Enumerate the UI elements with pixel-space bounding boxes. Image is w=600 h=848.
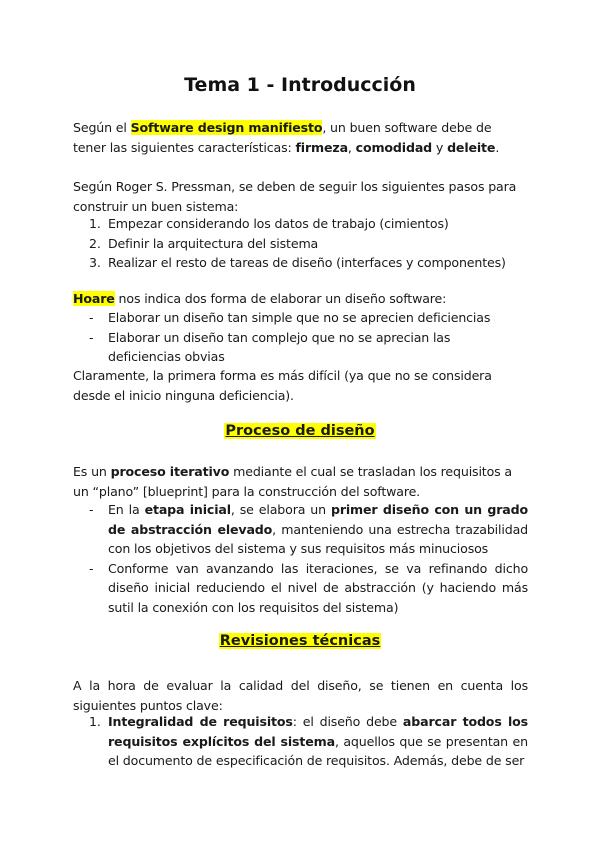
proceso-list [89,500,529,617]
text: nos indica dos forma de elaborar un diseño software: [114,291,447,306]
bold-abarcar-requisitos: abarcar todos los requisitos explícitos del sistema [108,714,528,749]
list-item [89,253,548,273]
paragraph-manifesto [73,118,528,157]
steps-list [89,214,548,273]
highlight-hoare: Hoare [73,291,115,306]
list-item [89,500,529,559]
text: y [432,139,448,155]
list-marker: 1. [89,216,101,231]
revisiones-list [89,712,528,771]
text: mediante el cual se trasladan los requisitos a un “plano” [blueprint] para la construcción del software. [73,464,512,499]
list-item [89,328,508,367]
text: En la [108,502,145,517]
text: , un buen software debe de tener las siguientes características: [73,120,492,155]
text: , [347,139,356,155]
paragraph-revisiones: A la hora de evaluar la calidad del diseño, se tienen en cuenta los siguientes puntos clave: [73,678,528,713]
list-item [89,559,528,618]
hoare-list [89,308,508,367]
highlight-software-design-manifiesto: Software design manifiesto [130,120,323,135]
list-marker: - [89,502,94,517]
section-heading-proceso [0,423,600,439]
text: : el diseño debe [292,714,403,729]
list-item-text: Conforme van avanzando las iteraciones, se va refinando dicho diseño inicial reduciendo el nivel de abstracción (y haciendo más sutil la conexión con los requisitos del sistema) [108,560,528,615]
section-heading-revisiones [0,633,600,649]
paragraph-conclusion: Claramente, la primera forma es más difícil (ya que no se considera desde el inicio ninguna deficiencia). [73,368,492,403]
paragraph-hoare [73,289,528,309]
bold-proceso-iterativo: proceso iterativo [110,464,230,479]
text: , aquellos que se presentan en el documento de especificación de requisitos. Además, debe de ser [108,733,528,768]
list-item [89,214,548,234]
paragraph-pressman: Según Roger S. Pressman, se deben de seguir los siguientes pasos para construir un buen sistema: [73,179,517,214]
bold-etapa-inicial: etapa inicial [144,502,231,517]
section-heading-text: Proceso de diseño [225,423,375,439]
list-marker: - [89,329,94,345]
text: Es un [73,464,111,479]
text: , manteniendo una estrecha trazabilidad con los objetivos del sistema y sus requisitos más minuciosos [108,521,528,556]
paragraph-proceso [73,462,528,501]
list-item-text: Empezar considerando los datos de trabajo (cimientos) [108,216,449,231]
list-item [89,308,508,328]
section-heading-text: Revisiones técnicas [219,633,381,649]
list-item-text: Elaborar un diseño tan complejo que no se aprecian las deficiencias obvias [108,329,451,364]
text: Según el [73,120,131,135]
quality-firmeza: firmeza [295,139,348,155]
list-marker: 2. [89,235,101,251]
list-item [89,712,528,771]
quality-comodidad: comodidad [355,139,433,155]
quality-deleite: deleite [447,139,496,155]
list-marker: - [89,560,94,576]
list-item-text: Elaborar un diseño tan simple que no se aprecien deficiencias [108,310,491,325]
list-item-text: Definir la arquitectura del sistema [108,235,319,251]
text: , se elabora un [230,502,331,517]
list-item [89,234,548,254]
list-marker: 3. [89,255,101,270]
page-title: Tema 1 - Introducción [184,74,416,96]
text: . [495,139,500,155]
list-item-text: Realizar el resto de tareas de diseño (interfaces y componentes) [108,255,506,270]
bold-integralidad: Integralidad de requisitos [108,714,293,729]
list-marker: 1. [89,714,101,729]
bold-primer-diseno: primer diseño con un grado de abstracción elevado [108,502,529,537]
list-marker: - [89,310,94,325]
